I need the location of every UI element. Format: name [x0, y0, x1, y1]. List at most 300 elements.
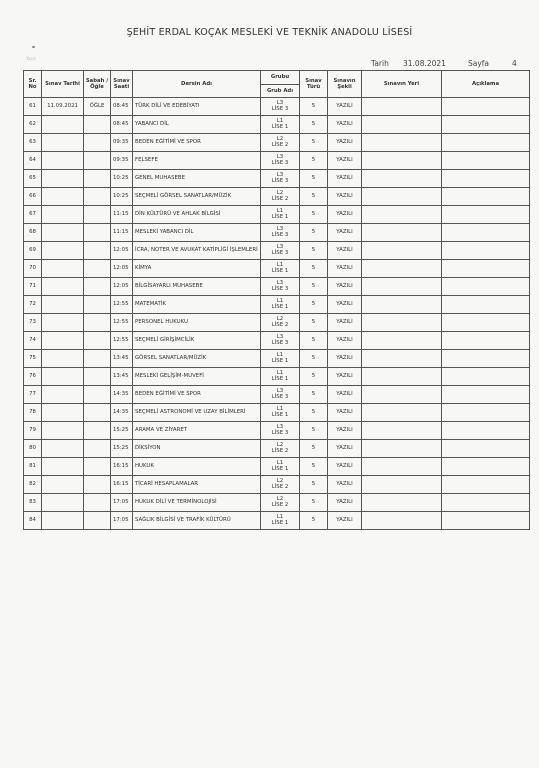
exam-note: [442, 98, 530, 116]
exam-note: [442, 494, 530, 512]
group-code: L3: [276, 171, 284, 178]
exam-note: [442, 224, 530, 242]
exam-shift: [84, 494, 111, 512]
table-header-row: [24, 71, 530, 85]
exam-note: [442, 206, 530, 224]
exam-date: [42, 116, 84, 134]
row-number: 73: [24, 314, 42, 332]
exam-place: [362, 206, 442, 224]
row-number: 65: [24, 170, 42, 188]
group-cell: [261, 404, 300, 422]
group-name: LİSE 3: [271, 231, 289, 238]
group-name: LİSE 2: [271, 321, 289, 328]
exam-type: 5: [300, 368, 328, 386]
exam-time: 15:25: [111, 422, 133, 440]
exam-time: 13:45: [111, 368, 133, 386]
exam-place: [362, 152, 442, 170]
exam-note: [442, 152, 530, 170]
exam-shift: [84, 314, 111, 332]
exam-note: [442, 296, 530, 314]
group-cell: [261, 368, 300, 386]
exam-place: [362, 170, 442, 188]
group-cell: [261, 440, 300, 458]
group-code: L3: [276, 387, 284, 394]
exam-place: [362, 332, 442, 350]
exam-time: 12:55: [111, 332, 133, 350]
table-row: [24, 206, 530, 224]
row-number: 62: [24, 116, 42, 134]
exam-place: [362, 134, 442, 152]
exam-shift: [84, 116, 111, 134]
group-code: L3: [276, 153, 284, 160]
col-shift-header: Sabah / Öğle: [84, 71, 111, 98]
group-name: LİSE 2: [271, 483, 289, 490]
exam-note: [442, 188, 530, 206]
exam-type: 5: [300, 494, 328, 512]
col-type-header: Sınav Türü: [300, 71, 328, 98]
exam-note: [442, 170, 530, 188]
exam-type: 5: [300, 404, 328, 422]
table-row: [24, 350, 530, 368]
table-row: [24, 512, 530, 530]
exam-date: [42, 152, 84, 170]
table-row: [24, 260, 530, 278]
group-code: L3: [276, 99, 284, 106]
exam-date: [42, 512, 84, 530]
exam-time: 08:45: [111, 98, 133, 116]
exam-date: [42, 278, 84, 296]
exam-date: [42, 206, 84, 224]
exam-time: 13:45: [111, 350, 133, 368]
group-name: LİSE 3: [271, 105, 289, 112]
exam-date: [42, 188, 84, 206]
exam-date: [42, 440, 84, 458]
page-number: 4: [512, 59, 517, 68]
group-cell: [261, 278, 300, 296]
group-name: LİSE 2: [271, 195, 289, 202]
group-cell: [261, 98, 300, 116]
exam-place: [362, 368, 442, 386]
course-name: SEÇMELİ ASTRONOMİ VE UZAY BİLİMLERİ: [133, 404, 261, 422]
course-name: SAĞLIK BİLGİSİ VE TRAFİK KÜLTÜRÜ: [133, 512, 261, 530]
exam-form: YAZILI: [328, 206, 362, 224]
exam-time: 16:15: [111, 476, 133, 494]
row-number: 80: [24, 440, 42, 458]
exam-form: YAZILI: [328, 134, 362, 152]
exam-form: YAZILI: [328, 260, 362, 278]
exam-time: 11:15: [111, 206, 133, 224]
group-code: L3: [276, 423, 284, 430]
row-number: 70: [24, 260, 42, 278]
exam-shift: [84, 440, 111, 458]
exam-place: [362, 494, 442, 512]
col-place-header: Sınavın Yeri: [362, 71, 442, 98]
group-name: LİSE 1: [271, 465, 289, 472]
exam-date: 11.09.2021: [42, 98, 84, 116]
exam-type: 5: [300, 134, 328, 152]
col-course-header: Dersin Adı: [133, 71, 261, 98]
exam-date: [42, 332, 84, 350]
exam-shift: [84, 188, 111, 206]
exam-form: YAZILI: [328, 494, 362, 512]
exam-form: YAZILI: [328, 512, 362, 530]
group-name: LİSE 3: [271, 159, 289, 166]
course-name: ARAMA VE ZİYARET: [133, 422, 261, 440]
exam-note: [442, 404, 530, 422]
group-name: LİSE 1: [271, 375, 289, 382]
exam-date: [42, 458, 84, 476]
exam-note: [442, 350, 530, 368]
exam-time: 12:55: [111, 314, 133, 332]
exam-note: [442, 386, 530, 404]
table-row: [24, 422, 530, 440]
exam-shift: [84, 458, 111, 476]
col-no-header: Sr. No: [24, 71, 42, 98]
exam-date: [42, 260, 84, 278]
group-name: LİSE 1: [271, 267, 289, 274]
group-cell: [261, 494, 300, 512]
exam-form: YAZILI: [328, 422, 362, 440]
course-name: DİN KÜLTÜRÜ VE AHLAK BİLGİSİ: [133, 206, 261, 224]
exam-time: 12:05: [111, 278, 133, 296]
group-code: L3: [276, 243, 284, 250]
exam-form: YAZILI: [328, 314, 362, 332]
exam-form: YAZILI: [328, 242, 362, 260]
exam-form: YAZILI: [328, 170, 362, 188]
exam-type: 5: [300, 242, 328, 260]
exam-time: 14:35: [111, 404, 133, 422]
group-name: LİSE 1: [271, 357, 289, 364]
exam-shift: [84, 368, 111, 386]
col-group-name-header: Grub Adı: [261, 85, 300, 98]
group-code: L1: [276, 369, 284, 376]
group-code: L1: [276, 117, 284, 124]
exam-type: 5: [300, 188, 328, 206]
course-name: HUKUK DİLİ VE TERMİNOLOJİSİ: [133, 494, 261, 512]
group-cell: [261, 422, 300, 440]
table-row: [24, 368, 530, 386]
exam-type: 5: [300, 458, 328, 476]
exam-place: [362, 116, 442, 134]
exam-shift: [84, 512, 111, 530]
group-name: LİSE 3: [271, 249, 289, 256]
punch-mark: [32, 46, 35, 48]
course-name: MESLEKİ YABANCI DİL: [133, 224, 261, 242]
course-name: DİKSİYON: [133, 440, 261, 458]
exam-time: 10:25: [111, 188, 133, 206]
exam-time: 10:25: [111, 170, 133, 188]
exam-place: [362, 224, 442, 242]
exam-date: [42, 368, 84, 386]
course-name: MATEMATİK: [133, 296, 261, 314]
exam-time: 15:25: [111, 440, 133, 458]
exam-schedule-table: [23, 70, 530, 530]
course-name: BİLGİSAYARLI MUHASEBE: [133, 278, 261, 296]
group-cell: [261, 152, 300, 170]
group-name: LİSE 3: [271, 429, 289, 436]
exam-type: 5: [300, 224, 328, 242]
row-number: 69: [24, 242, 42, 260]
exam-note: [442, 512, 530, 530]
exam-form: YAZILI: [328, 188, 362, 206]
group-code: L2: [276, 441, 284, 448]
group-code: L1: [276, 351, 284, 358]
group-code: L3: [276, 279, 284, 286]
exam-shift: [84, 278, 111, 296]
exam-form: YAZILI: [328, 386, 362, 404]
exam-form: YAZILI: [328, 116, 362, 134]
group-cell: [261, 314, 300, 332]
table-row: [24, 242, 530, 260]
group-name: LİSE 1: [271, 411, 289, 418]
col-note-header: Açıklama: [442, 71, 530, 98]
exam-note: [442, 134, 530, 152]
exam-form: YAZILI: [328, 440, 362, 458]
group-cell: [261, 476, 300, 494]
exam-type: 5: [300, 512, 328, 530]
exam-time: 16:15: [111, 458, 133, 476]
exam-date: [42, 170, 84, 188]
exam-place: [362, 386, 442, 404]
exam-note: [442, 440, 530, 458]
course-name: HUKUK: [133, 458, 261, 476]
group-cell: [261, 134, 300, 152]
group-cell: [261, 296, 300, 314]
exam-time: 12:05: [111, 260, 133, 278]
exam-date: [42, 494, 84, 512]
exam-shift: [84, 332, 111, 350]
group-name: LİSE 3: [271, 393, 289, 400]
group-name: LİSE 3: [271, 177, 289, 184]
table-row: [24, 188, 530, 206]
group-cell: [261, 224, 300, 242]
exam-note: [442, 260, 530, 278]
table-row: [24, 476, 530, 494]
exam-date: [42, 476, 84, 494]
table-row: [24, 494, 530, 512]
exam-type: 5: [300, 170, 328, 188]
row-number: 71: [24, 278, 42, 296]
exam-shift: [84, 260, 111, 278]
exam-place: [362, 350, 442, 368]
exam-time: 12:55: [111, 296, 133, 314]
exam-shift: [84, 152, 111, 170]
exam-place: [362, 98, 442, 116]
exam-type: 5: [300, 386, 328, 404]
exam-type: 5: [300, 350, 328, 368]
course-name: KİMYA: [133, 260, 261, 278]
exam-place: [362, 260, 442, 278]
row-number: 68: [24, 224, 42, 242]
group-code: L3: [276, 333, 284, 340]
exam-place: [362, 278, 442, 296]
row-number: 75: [24, 350, 42, 368]
group-code: L1: [276, 405, 284, 412]
exam-place: [362, 314, 442, 332]
exam-time: 17:05: [111, 494, 133, 512]
exam-place: [362, 404, 442, 422]
row-number: 63: [24, 134, 42, 152]
col-group-header: Grubu: [261, 71, 300, 85]
table-row: [24, 278, 530, 296]
exam-type: 5: [300, 476, 328, 494]
table-row: [24, 224, 530, 242]
exam-note: [442, 116, 530, 134]
row-number: 74: [24, 332, 42, 350]
exam-note: [442, 458, 530, 476]
faint-stamp-text: Yazılı: [26, 56, 36, 61]
group-name: LİSE 2: [271, 447, 289, 454]
exam-place: [362, 458, 442, 476]
group-name: LİSE 2: [271, 141, 289, 148]
row-number: 76: [24, 368, 42, 386]
exam-time: 14:35: [111, 386, 133, 404]
exam-date: [42, 404, 84, 422]
exam-place: [362, 476, 442, 494]
exam-place: [362, 512, 442, 530]
col-date-header: Sınav Tarihi: [42, 71, 84, 98]
course-name: BEDEN EĞİTİMİ VE SPOR: [133, 386, 261, 404]
course-name: YABANCI DİL: [133, 116, 261, 134]
exam-shift: [84, 134, 111, 152]
exam-date: [42, 422, 84, 440]
date-value: 31.08.2021: [403, 59, 446, 68]
exam-date: [42, 386, 84, 404]
exam-form: YAZILI: [328, 296, 362, 314]
group-name: LİSE 3: [271, 285, 289, 292]
exam-type: 5: [300, 296, 328, 314]
exam-type: 5: [300, 314, 328, 332]
course-name: SEÇMELİ GÖRSEL SANATLAR/MÜZİK: [133, 188, 261, 206]
exam-note: [442, 242, 530, 260]
group-code: L1: [276, 207, 284, 214]
course-name: MESLEKİ GELİŞİM-MUVEFİ: [133, 368, 261, 386]
exam-shift: [84, 206, 111, 224]
row-number: 81: [24, 458, 42, 476]
exam-place: [362, 242, 442, 260]
row-number: 84: [24, 512, 42, 530]
exam-date: [42, 350, 84, 368]
exam-form: YAZILI: [328, 404, 362, 422]
group-code: L2: [276, 135, 284, 142]
group-cell: [261, 242, 300, 260]
course-name: İCRA, NOTER VE AVUKAT KATİPLİĞİ İŞLEMLERİ: [133, 242, 261, 260]
table-row: [24, 170, 530, 188]
group-name: LİSE 1: [271, 519, 289, 526]
exam-note: [442, 422, 530, 440]
school-title: ŞEHİT ERDAL KOÇAK MESLEKİ VE TEKNİK ANADOLU LİSESİ: [126, 27, 413, 38]
group-code: L2: [276, 495, 284, 502]
table-row: [24, 152, 530, 170]
exam-form: YAZILI: [328, 98, 362, 116]
group-cell: [261, 350, 300, 368]
exam-shift: [84, 386, 111, 404]
exam-form: YAZILI: [328, 224, 362, 242]
table-row: [24, 296, 530, 314]
row-number: 72: [24, 296, 42, 314]
exam-shift: ÖĞLE: [84, 98, 111, 116]
course-name: SEÇMELİ GİRİŞİMCİLİK: [133, 332, 261, 350]
exam-type: 5: [300, 152, 328, 170]
table-row: [24, 116, 530, 134]
exam-shift: [84, 422, 111, 440]
exam-type: 5: [300, 260, 328, 278]
course-name: FELSEFE: [133, 152, 261, 170]
row-number: 77: [24, 386, 42, 404]
exam-place: [362, 188, 442, 206]
group-cell: [261, 260, 300, 278]
exam-note: [442, 368, 530, 386]
exam-type: 5: [300, 98, 328, 116]
course-name: GÖRSEL SANATLAR/MÜZİK: [133, 350, 261, 368]
table-row: [24, 386, 530, 404]
exam-shift: [84, 476, 111, 494]
group-cell: [261, 188, 300, 206]
course-name: PERSONEL HUKUKU: [133, 314, 261, 332]
exam-place: [362, 296, 442, 314]
exam-date: [42, 224, 84, 242]
exam-type: 5: [300, 422, 328, 440]
exam-note: [442, 278, 530, 296]
group-code: L1: [276, 297, 284, 304]
exam-type: 5: [300, 206, 328, 224]
row-number: 82: [24, 476, 42, 494]
exam-form: YAZILI: [328, 152, 362, 170]
exam-form: YAZILI: [328, 368, 362, 386]
group-cell: [261, 206, 300, 224]
exam-note: [442, 314, 530, 332]
col-form-header: Sınavın Şekli: [328, 71, 362, 98]
course-name: TİCARİ HESAPLAMALAR: [133, 476, 261, 494]
table-row: [24, 314, 530, 332]
group-name: LİSE 3: [271, 339, 289, 346]
group-cell: [261, 116, 300, 134]
exam-shift: [84, 350, 111, 368]
exam-date: [42, 296, 84, 314]
exam-form: YAZILI: [328, 350, 362, 368]
course-name: TÜRK DİLİ VE EDEBİYATI: [133, 98, 261, 116]
group-name: LİSE 1: [271, 123, 289, 130]
group-code: L2: [276, 315, 284, 322]
row-number: 64: [24, 152, 42, 170]
exam-type: 5: [300, 116, 328, 134]
col-time-header: Sınav Saati: [111, 71, 133, 98]
exam-shift: [84, 242, 111, 260]
row-number: 61: [24, 98, 42, 116]
row-number: 78: [24, 404, 42, 422]
exam-time: 09:35: [111, 134, 133, 152]
exam-time: 11:15: [111, 224, 133, 242]
exam-note: [442, 332, 530, 350]
group-cell: [261, 512, 300, 530]
exam-shift: [84, 404, 111, 422]
group-cell: [261, 458, 300, 476]
exam-time: 08:45: [111, 116, 133, 134]
exam-type: 5: [300, 278, 328, 296]
row-number: 67: [24, 206, 42, 224]
row-number: 79: [24, 422, 42, 440]
table-row: [24, 332, 530, 350]
exam-date: [42, 134, 84, 152]
exam-form: YAZILI: [328, 278, 362, 296]
group-code: L1: [276, 261, 284, 268]
course-name: GENEL MUHASEBE: [133, 170, 261, 188]
exam-form: YAZILI: [328, 458, 362, 476]
exam-type: 5: [300, 440, 328, 458]
exam-place: [362, 440, 442, 458]
exam-shift: [84, 296, 111, 314]
table-row: [24, 404, 530, 422]
